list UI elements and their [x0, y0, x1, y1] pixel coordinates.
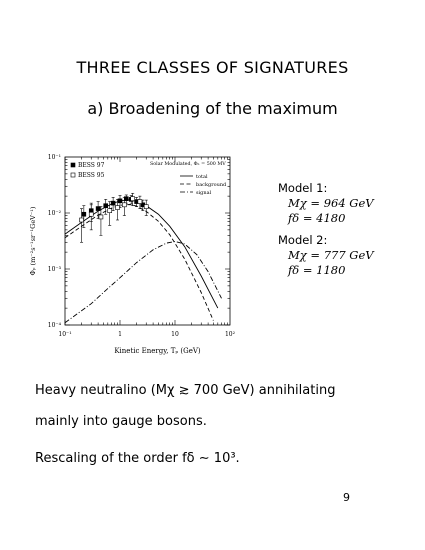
- y-tick-label: 10⁻¹: [47, 154, 61, 161]
- x-tick-label: 10: [171, 331, 179, 338]
- bess-95-point: [99, 215, 103, 219]
- y-tick-label: 10⁻²: [47, 210, 61, 217]
- y-tick-label: 10⁻⁴: [47, 322, 61, 329]
- model-1-block: [278, 181, 374, 226]
- bess-97-point: [111, 201, 115, 205]
- bess-95-point: [80, 218, 84, 222]
- bess-95-point: [122, 203, 126, 207]
- body-line-1: Heavy neutralino (Mχ ≳ 700 GeV) annihilating: [35, 383, 336, 398]
- legend-label-bess-95: BESS 95: [78, 172, 105, 179]
- legend-label-bess-97: BESS 97: [78, 162, 105, 169]
- model-2-mass: Mχ = 777 GeV: [288, 248, 374, 262]
- legend-label-total: total: [196, 174, 208, 180]
- antiproton-flux-chart: [10, 145, 270, 370]
- body-line-3: Rescaling of the order fδ ∼ 10³.: [35, 451, 240, 466]
- curve-background: [65, 205, 213, 321]
- legend-label-background: background: [196, 182, 227, 188]
- bess-95-point: [138, 200, 142, 204]
- bess-95-point: [108, 209, 112, 213]
- bess-97-point: [96, 207, 100, 211]
- model-1-factor: fδ = 4180: [288, 211, 346, 225]
- model-1-mass: Mχ = 964 GeV: [288, 196, 374, 210]
- model-2-factor: fδ = 1180: [288, 263, 346, 277]
- model-1-label: Model 1:: [278, 181, 328, 195]
- bess-95-point: [131, 197, 135, 201]
- bess-95-point: [115, 206, 119, 210]
- bess-97-point: [82, 212, 86, 216]
- x-axis-label: Kinetic Energy, Tₚ (GeV): [114, 347, 201, 355]
- x-tick-label: 10⁻¹: [58, 331, 72, 338]
- x-tick-label: 1: [118, 331, 122, 338]
- bess-97-point: [104, 204, 108, 208]
- chart-annotation: Solar Modulated, Φₙ = 500 MV: [150, 162, 226, 167]
- legend-marker-bess-95: [71, 173, 75, 177]
- body-line-2: mainly into gauge bosons.: [35, 414, 207, 429]
- legend-label-signal: signal: [196, 190, 212, 196]
- page-number: 9: [343, 491, 350, 504]
- model-2-block: [278, 233, 374, 278]
- section-subtitle: a) Broadening of the maximum: [87, 99, 338, 118]
- model-2-label: Model 2:: [278, 233, 328, 247]
- y-axis-label: Φₚ (m⁻²s⁻¹sr⁻¹GeV⁻¹): [29, 206, 37, 276]
- curve-total: [65, 200, 218, 308]
- x-tick-label: 10²: [224, 331, 236, 338]
- bess-95-point: [144, 205, 148, 209]
- curve-signal: [65, 242, 222, 323]
- legend-marker-bess-97: [71, 163, 75, 167]
- y-tick-label: 10⁻³: [47, 266, 61, 273]
- slide-title: THREE CLASSES OF SIGNATURES: [76, 58, 349, 77]
- bess-95-point: [89, 212, 93, 216]
